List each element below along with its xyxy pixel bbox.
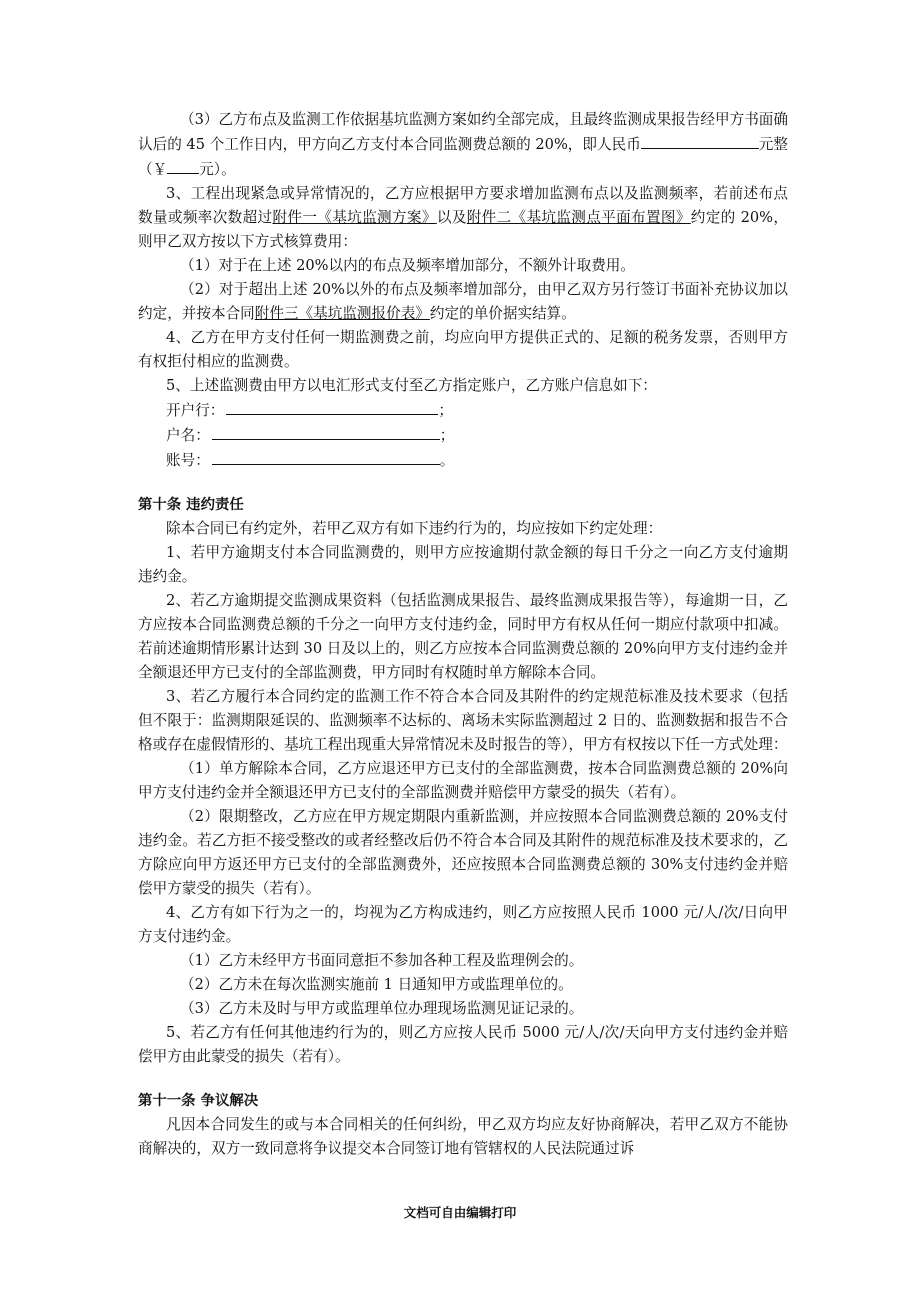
section-gap (138, 1069, 788, 1089)
section-gap (138, 473, 788, 493)
clause-10-5: 5、若乙方有任何其他违约行为的，则乙方应按人民币 5000 元/人/次/天向甲方支付违约金并赔偿甲方由此蒙受的损失（若有）。 (138, 1024, 788, 1065)
account-number-input[interactable] (212, 448, 440, 465)
account-number-label: 账号： (166, 452, 210, 469)
bank-input[interactable] (226, 398, 438, 415)
clause-10-4-3: （3）乙方未及时与甲方或监理单位办理现场监测见证记录的。 (180, 1000, 584, 1017)
clause-9-3-1: （1）对于在上述 20%以内的布点及频率增加部分，不额外计取费用。 (180, 257, 635, 274)
account-number-field-row (138, 448, 788, 473)
annex-3-reference: 附件三《基坑监测报价表》 (254, 305, 430, 322)
clause-text: （3）乙方布点及监测工作依据基坑监测方案如约全部完成，且最终监测成果报告经甲方书面确认后的 45 个工作日内，甲方向乙方支付本合同监测费总额的 20%，即人民币 (138, 111, 788, 153)
clause-9-4: 4、乙方在甲方支付任何一期监测费之前，均应向甲方提供正式的、足额的税务发票，否则甲方有权拒付相应的监测费。 (138, 329, 788, 370)
footer-note: 文档可自由编辑打印 (403, 1205, 517, 1220)
account-name-input[interactable] (212, 423, 440, 440)
punct: ； (438, 402, 453, 419)
clause-9-3 (138, 182, 788, 254)
clause-10-3: 3、若乙方履行本合同约定的监测工作不符合本合同及其附件的约定规范标准及技术要求（包括但不限于：监测期限延误的、监测频率不达标的、离场未实际监测超过 2 日的、监测数据和报告不合格或存在虚假情形的、基坑工程出现重大异常情况未及时报告的等），甲方有权按以下任一方式处理： (138, 688, 788, 753)
clause-text: 以及 (436, 209, 467, 226)
clause-10-3-2: （2）限期整改，乙方应在甲方规定期限内重新监测，并应按照本合同监测费总额的 20%支付违约金。若乙方拒不接受整改的或者经整改后仍不符合本合同及其附件的规范标准及技术要求的，乙方除应向甲方返还甲方已支付的全部监测费外，还应按照本合同监测费总额的 30%支付违约金并赔偿甲方蒙受的损失（若有）。 (138, 808, 788, 897)
section-11-text: 凡因本合同发生的或与本合同相关的任何纠纷，甲乙双方均应友好协商解决，若甲乙双方不能协商解决的，双方一致同意将争议提交本合同签订地有管辖权的人民法院通过诉 (138, 1116, 788, 1157)
section-11-title: 第十一条 争议解决 (138, 1093, 259, 1109)
payment-clause-3 (138, 108, 788, 182)
clause-9-3-2 (138, 278, 788, 326)
clause-10-4-2: （2）乙方未在每次监测实施前 1 日通知甲方或监理单位的。 (180, 976, 573, 993)
clause-text: 元）。 (199, 161, 236, 178)
clause-10-1: 1、若甲方逾期支付本合同监测费的，则甲方应按逾期付款金额的每日千分之一向乙方支付逾期违约金。 (138, 544, 788, 585)
clause-text: 约定的单价据实结算。 (429, 305, 576, 322)
clause-10-4: 4、乙方有如下行为之一的，均视为乙方构成违约，则乙方应按照人民币 1000 元/人/次/日向甲方支付违约金。 (138, 904, 788, 945)
section-10-title: 第十条 违约责任 (138, 497, 244, 513)
clause-text: 约定的 20%，则甲乙双方按以下方式核算费用： (138, 209, 788, 250)
clause-9-5: 5、上述监测费由甲方以电汇形式支付至乙方指定账户，乙方账户信息如下： (166, 377, 657, 394)
clause-text: 3、工程出现紧急或异常情况的，乙方应根据甲方要求增加监测布点以及监测频率，若前述布点数量或频率次数超过 (138, 185, 788, 226)
clause-text: 元整（￥ (138, 136, 788, 178)
bank-field-row (138, 398, 788, 423)
annex-1-reference: 附件一《基坑监测方案》 (272, 209, 437, 226)
clause-10-2: 2、若乙方逾期提交监测成果资料（包括监测成果报告、最终监测成果报告等），每逾期一日，乙方应按本合同监测费总额的千分之一向甲方支付违约金，同时甲方有权从任何一期应付款项中扣减。若前述逾期情形累计达到 30 日及以上的，则乙方应按本合同监测费总额的 20%向甲方支付违约金并全额退还甲方已支付的全部监测费，甲方同时有权随时单方解除本合同。 (138, 592, 788, 681)
amount-blank[interactable] (641, 132, 759, 149)
punct: 。 (439, 452, 455, 469)
clause-text: （2）对于超出上述 20%以外的布点及频率增加部分，由甲乙双方另行签订书面补充协议加以约定，并按本合同 (138, 281, 788, 322)
document-body (138, 108, 788, 1161)
amount-number-blank[interactable] (167, 157, 199, 174)
account-name-field-row (138, 423, 788, 448)
clause-10-4-1: （1）乙方未经甲方书面同意拒不参加各种工程及监理例会的。 (180, 952, 584, 969)
section-10-intro: 除本合同已有约定外，若甲乙双方有如下违约行为的，均应按如下约定处理： (166, 520, 663, 537)
bank-label: 开户行： (166, 402, 225, 419)
account-name-label: 户名： (166, 427, 210, 444)
clause-10-3-1: （1）单方解除本合同，乙方应退还甲方已支付的全部监测费，按本合同监测费总额的 20%向甲方支付违约金并全额退还甲方已支付的全部监测费并赔偿甲方蒙受的损失（若有）。 (138, 760, 788, 801)
annex-2-reference: 附件二《基坑监测点平面布置图》 (466, 209, 691, 226)
punct: ； (439, 427, 455, 444)
